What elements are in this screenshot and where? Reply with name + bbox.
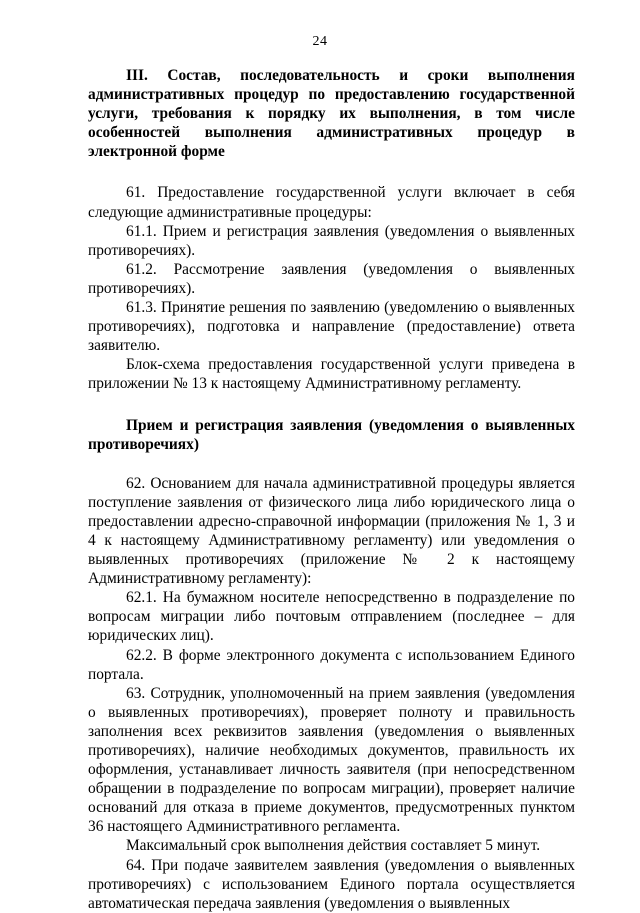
subsection-heading: Прием и регистрация заявления (уведомления о выявленных противоречиях)	[88, 416, 575, 453]
paragraph-61-2: 61.2. Рассмотрение заявления (уведомления о выявленных противоречиях).	[88, 260, 575, 297]
section-heading: III. Состав, последовательность и сроки выполнения административных процедур по предоставлению государственной услуги, требования к порядку их выполнения, в том числе особенностей выполнения административных процедур в электронной форме	[88, 67, 575, 161]
paragraph-61-3: 61.3. Принятие решения по заявлению (уведомлению о выявленных противоречиях), подготовка и направление (предоставление) ответа заявителю.	[88, 299, 575, 355]
spacer	[88, 161, 575, 183]
spacer	[88, 454, 575, 474]
paragraph-61: 61. Предоставление государственной услуги включает в себя следующие административные процедуры:	[88, 184, 575, 221]
paragraph-flowchart-note: Блок-схема предоставления государственной услуги приведена в приложении № 13 к настоящему Административному регламенту.	[88, 356, 575, 393]
paragraph-max-time: Максимальный срок выполнения действия составляет 5 минут.	[126, 837, 541, 855]
document-body	[88, 66, 575, 913]
page-number: 24	[312, 34, 328, 49]
paragraph-64: 64. При подаче заявителем заявления (уведомления о выявленных противоречиях) с использованием Единого портала осуществляется автоматическая передача заявления (уведомления о выявленных	[88, 856, 575, 912]
spacer	[88, 394, 575, 416]
paragraph-62-1: 62.1. На бумажном носителе непосредственно в подразделение по вопросам миграции либо почтовым отправлением (последнее – для юридических лиц).	[88, 589, 575, 645]
paragraph-62: 62. Основанием для начала административной процедуры является поступление заявления от физического лица либо юридического лица о предоставлении адресно-справочной информации (приложения № 1, 3 и 4 к настоящему Административному регламенту) или уведомления о выявленных противоречиях (приложение № 2 к настоящему Административному регламенту):	[88, 474, 575, 588]
paragraph-61-1: 61.1. Прием и регистрация заявления (уведомления о выявленных противоречиях).	[88, 222, 575, 259]
paragraph-63: 63. Сотрудник, уполномоченный на прием заявления (уведомления о выявленных противоречиях), проверяет полноту и правильность заполнения всех реквизитов заявления (уведомления о выявленных противоречиях), наличие необходимых документов, правильность их оформления, устанавливает личность заявителя (при непосредственном обращении в подразделение по вопросам миграции), проверяет наличие оснований для отказа в приеме документов, предусмотренных пунктом 36 настоящего Административного регламента.	[88, 684, 575, 836]
paragraph-62-2: 62.2. В форме электронного документа с использованием Единого портала.	[88, 646, 575, 683]
